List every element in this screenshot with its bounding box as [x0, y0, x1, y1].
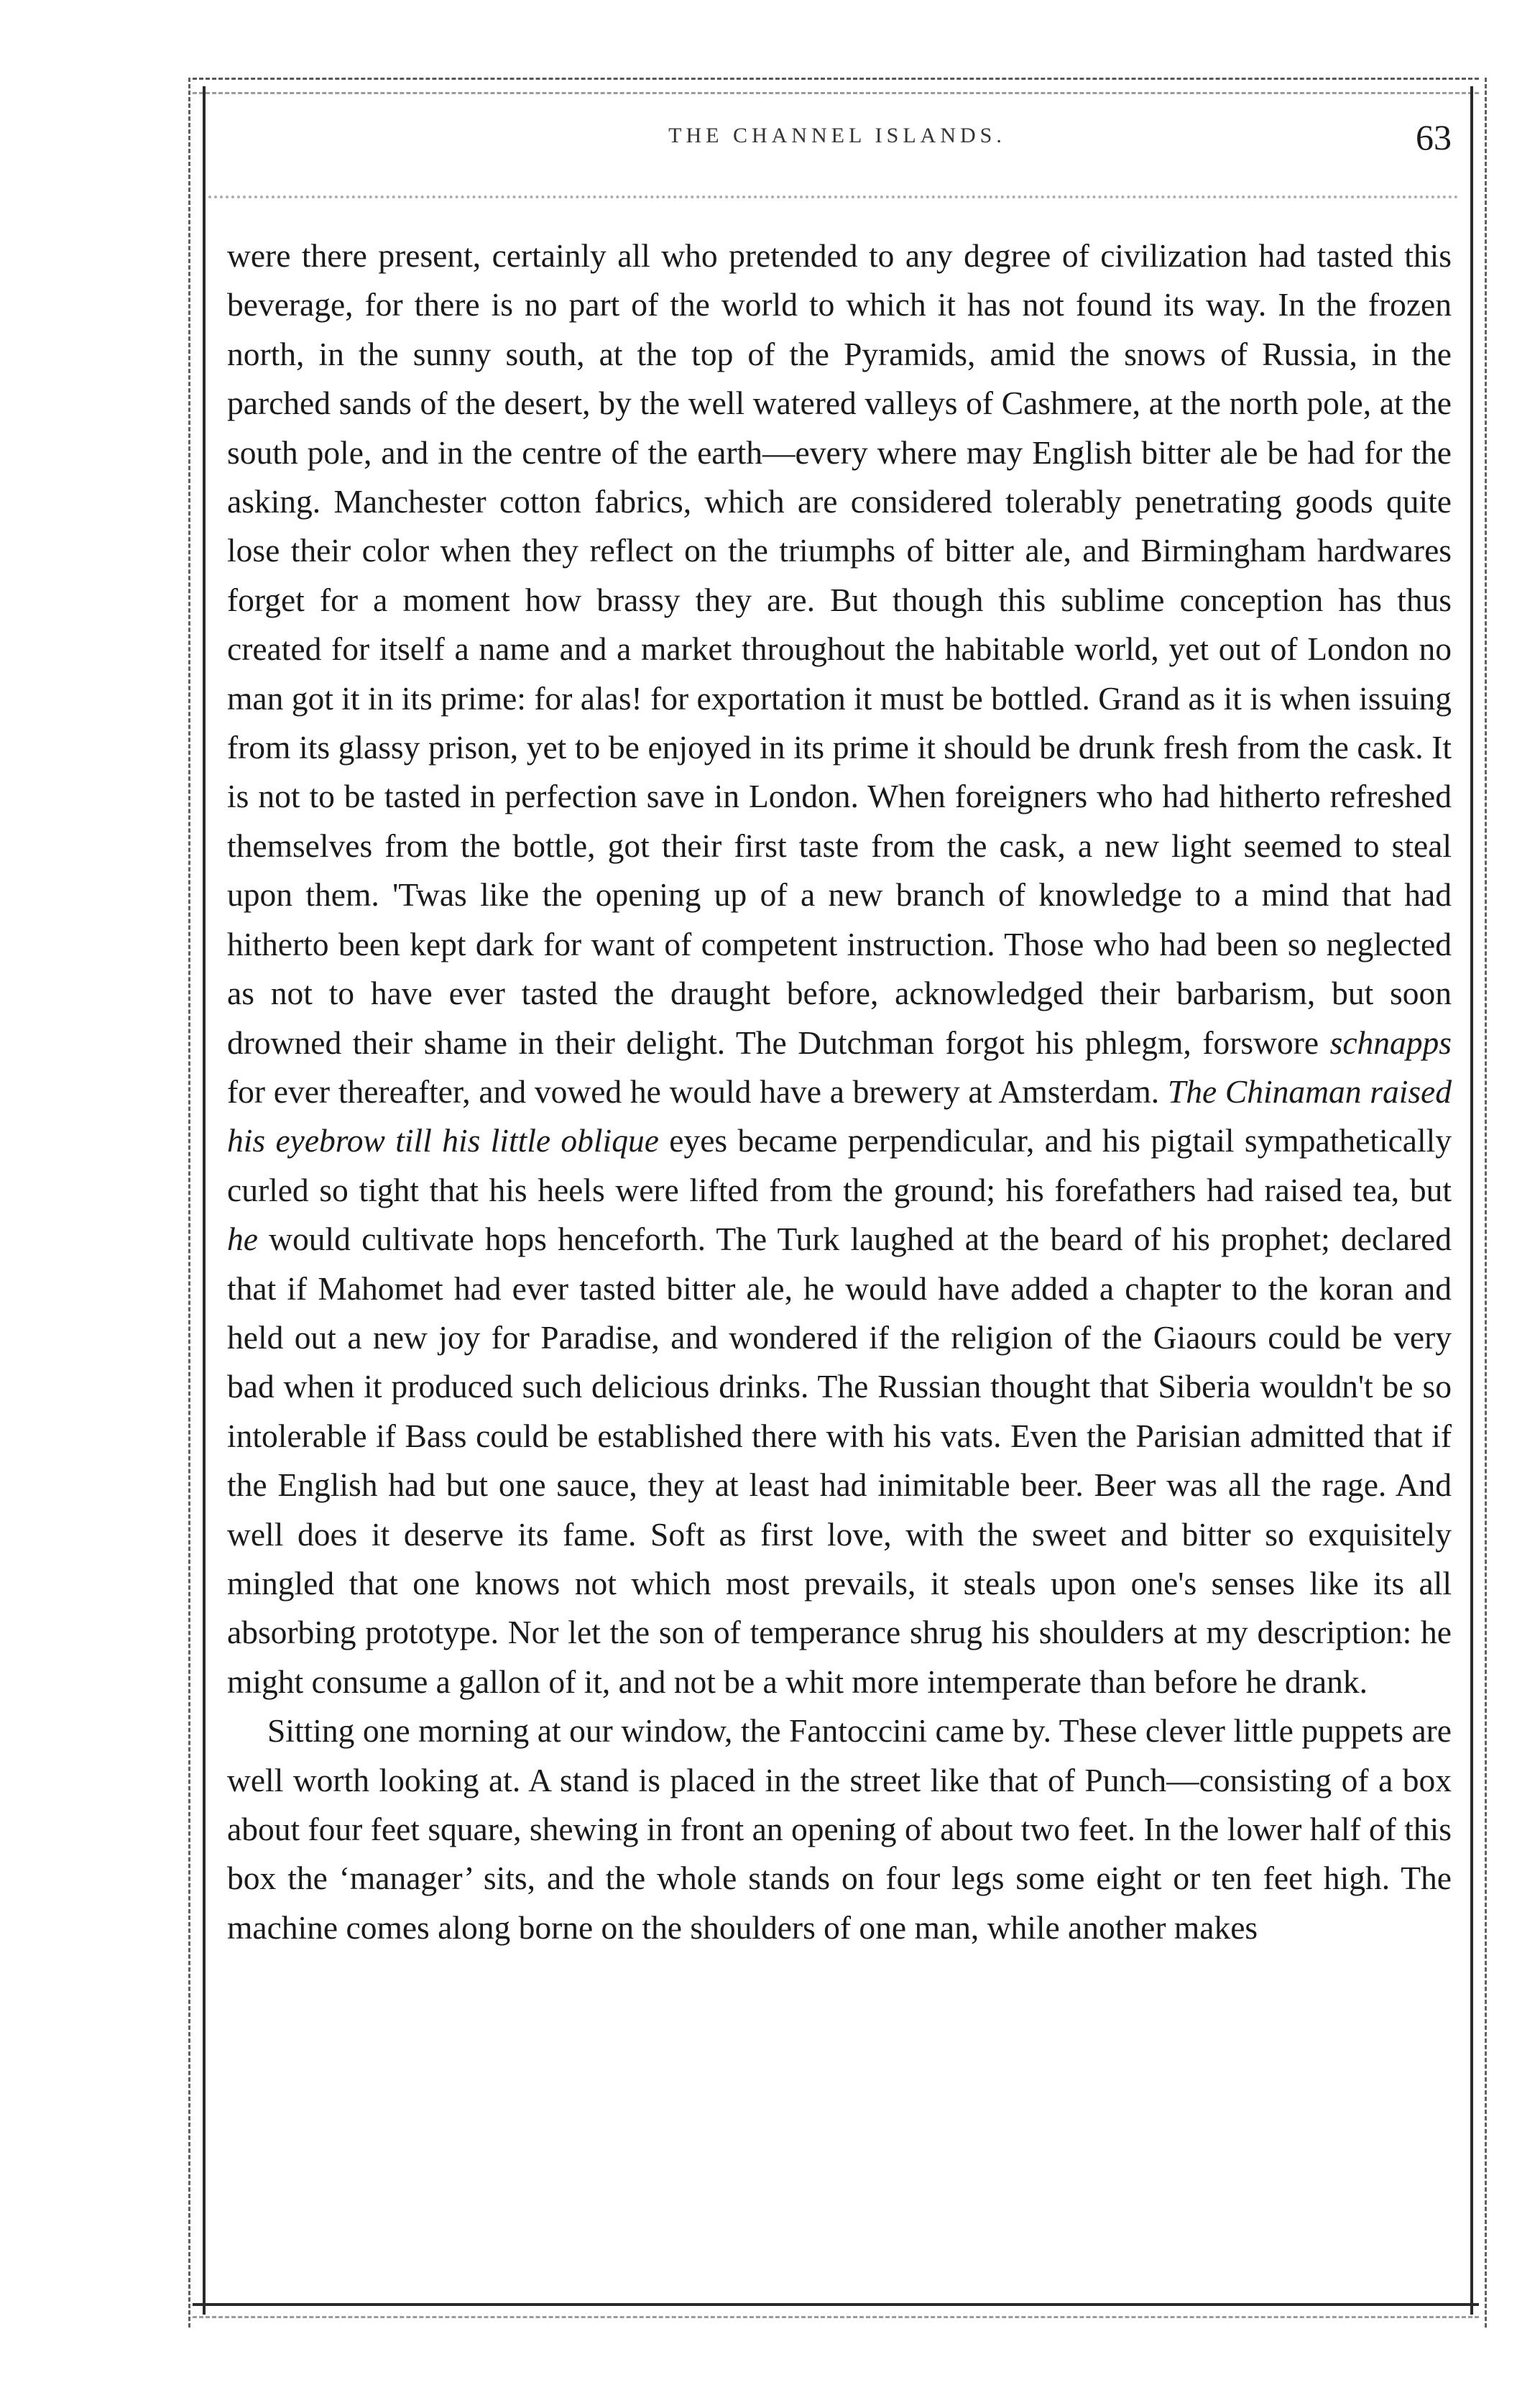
italic-schnapps: schnapps — [1329, 1024, 1452, 1061]
page-header — [223, 117, 1452, 174]
bottom-border-rule-inner — [193, 2316, 1479, 2318]
top-border-rule-inner — [193, 92, 1479, 94]
right-border-rule — [1470, 86, 1473, 2315]
paragraph-1-text-d: would cultivate hops henceforth. The Turk laughed at the beard of his prophet; declared that if Mahomet had ever tasted bitter ale, he would have added a chapter to the koran and held out a new joy for Paradise, and wondered if the religion of the Giaours could be very bad when it produced such delicious drinks. The Russian thought that Siberia wouldn't be so intolerable if Bass could be established there with his vats. Even the Parisian admitted that if the English had but one sauce, they at least had inimitable beer. Beer was all the rage. And well does it deserve its fame. Soft as first love, with the sweet and bitter so exquisitely mingled that one knows not which most prevails, it steals upon one's senses like its all absorbing prototype. Nor let the son of temperance shrug his shoulders at my description: he might consume a gallon of it, and not be a whit more intemperate than before he drank. — [227, 1221, 1452, 1700]
paragraph-1-text-b: for ever thereafter, and vowed he would have a brewery at Amsterdam. — [227, 1072, 1168, 1110]
italic-he: he — [227, 1221, 258, 1258]
right-border-rule-outer — [1485, 78, 1487, 2328]
header-divider — [208, 196, 1459, 198]
top-border-rule — [193, 78, 1479, 80]
italic-chinaman: The Chinaman raised his eyebrow till his little oblique — [227, 1072, 1452, 1159]
body-text — [227, 231, 1452, 1952]
left-border-rule-inner — [203, 86, 206, 2315]
bottom-border-rule — [193, 2303, 1479, 2306]
paragraph-1-text-c: eyes became perpendicular, and his pigtail sympathetically curled so tight that his heels were lifted from the ground; his forefathers had raised tea, but — [227, 1122, 1452, 1208]
running-title: THE CHANNEL ISLANDS. — [668, 124, 1006, 147]
left-border-rule — [188, 78, 190, 2328]
paragraph-2: Sitting one morning at our window, the Fantoccini came by. These clever little puppets are well worth looking at. A stand is placed in the street like that of Punch—consisting of a box about four feet square, shewing in front an opening of about two feet. In the lower half of this box the ‘manager’ sits, and the whole stands on four legs some eight or ten feet high. The machine comes along borne on the shoulders of one man, while another makes — [227, 1712, 1452, 1946]
paragraph-1-text-a: were there present, certainly all who pretended to any degree of civilization had tasted this beverage, for there is no part of the world to which it has not found its way. In the frozen north, in the sunny south, at the top of the Pyramids, amid the snows of Russia, in the parched sands of the desert, by the well watered valleys of Cashmere, at the north pole, at the south pole, and in the centre of the earth—every where may English bitter ale be had for the asking. Manchester cotton fabrics, which are considered tolerably penetrating goods quite lose their color when they reflect on the triumphs of bitter ale, and Birmingham hardwares forget for a moment how brassy they are. But though this sublime conception has thus created for itself a name and a market throughout the habitable world, yet out of London no man got it in its prime: for alas! for exportation it must be bottled. Grand as it is when issuing from its glassy prison, yet to be enjoyed in its prime it should be drunk fresh from the cask. It is not to be tasted in perfection save in London. When foreigners who had hitherto refreshed themselves from the bottle, got their first taste from the cask, a new light seemed to steal upon them. 'Twas like the opening up of a new branch of knowledge to a mind that had hitherto been kept dark for want of competent instruction. Those who had been so neglected as not to have ever tasted the draught before, acknowledged their barbarism, but soon drowned their shame in their delight. The Dutchman forgot his phlegm, forswore — [227, 237, 1452, 1061]
paragraph-1 — [227, 231, 1452, 1706]
page-number: 63 — [1416, 117, 1452, 157]
